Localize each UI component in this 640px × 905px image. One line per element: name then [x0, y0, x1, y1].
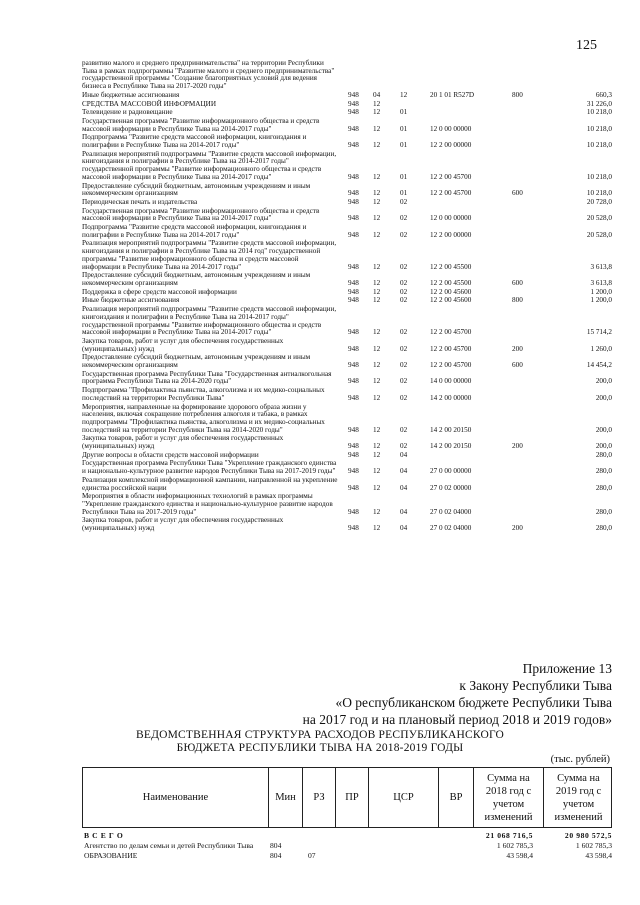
row-amount: 10 218,0	[586, 141, 612, 150]
row-amount: 10 218,0	[586, 172, 612, 181]
row-rz: 12	[373, 377, 381, 386]
row-amount: 14 454,2	[586, 361, 612, 370]
row-rz: 12	[373, 141, 381, 150]
row-csr: 12 2 00 45700	[430, 344, 472, 353]
appendix-line-2: к Закону Республики Тыва	[459, 678, 612, 693]
summary-amount-2019: 43 598,4	[585, 851, 612, 860]
row-rz: 12	[373, 483, 381, 492]
row-csr: 20 1 01 R527D	[430, 90, 475, 99]
row-rz: 12	[373, 108, 381, 117]
row-pr: 04	[400, 467, 408, 476]
table-row	[82, 289, 612, 297]
row-min: 948	[348, 361, 359, 370]
table-row	[82, 517, 612, 532]
summary-name: Агентство по делам семьи и детей Республики Тыва	[84, 841, 254, 850]
row-amount: 3 613,8	[590, 262, 612, 271]
row-vr: 200	[512, 524, 523, 533]
row-name: Реализация комплексной информационной кампании, направленной на укрепление единства российской нации	[82, 475, 338, 492]
table-row	[82, 118, 612, 133]
table-row	[82, 354, 612, 369]
summary-name: В С Е Г О	[84, 831, 124, 840]
table-row	[82, 151, 612, 182]
row-pr: 02	[400, 278, 408, 287]
row-csr: 12 0 00 00000	[430, 214, 472, 223]
row-pr: 01	[400, 141, 408, 150]
row-pr: 01	[400, 172, 408, 181]
row-rz: 12	[373, 189, 381, 198]
row-min: 948	[348, 296, 359, 305]
row-pr: 04	[400, 450, 408, 459]
row-csr: 12 2 00 45700	[430, 361, 472, 370]
table-title-line-1: ВЕДОМСТВЕННАЯ СТРУКТУРА РАСХОДОВ РЕСПУБЛИКАНСКОГО	[135, 729, 505, 741]
row-amount: 200,0	[595, 442, 612, 451]
row-name: Реализация мероприятий подпрограммы "Развитие средств массовой информации, книгоиздания и полиграфии в Республике Тыва на 2014 год" государственной программы "Развитие информационного общества и средств массовой информации в Республике Тыва на 2014-2017 годы"	[82, 239, 337, 271]
row-csr: 27 0 02 00000	[430, 483, 472, 492]
row-pr: 01	[400, 189, 408, 198]
appendix-line-4: на 2017 год и на плановый период 2018 и 2019 годов»	[302, 712, 612, 727]
row-pr: 02	[400, 425, 408, 434]
row-pr: 02	[400, 377, 408, 386]
row-vr: 600	[512, 361, 523, 370]
table-row	[82, 371, 612, 386]
row-rz: 12	[373, 99, 381, 108]
row-rz: 12	[373, 507, 381, 516]
table-row	[82, 208, 612, 223]
row-rz: 12	[373, 328, 381, 337]
units-label: (тыс. рублей)	[550, 754, 610, 765]
row-min: 948	[348, 377, 359, 386]
summary-amount-2019: 20 980 572,5	[564, 831, 612, 840]
row-name: Государственная программа Республики Тыва "Государственная антиалкогольная программа Республики Тыва на 2014-2020 годы"	[82, 369, 332, 386]
row-name: Мероприятия, направленные на формирование здорового образа жизни у населения, включая сокращение потребления алкоголя и табака, в рамках подпрограммы "Профилактика пьянства, алкоголизма и их медико-социальных последствий на территории Республики Тыва на 2014-2020 годы"	[82, 402, 325, 434]
header-rz: РЗ	[302, 768, 335, 827]
row-pr: 02	[400, 344, 408, 353]
row-pr: 01	[400, 108, 408, 117]
row-pr: 04	[400, 483, 408, 492]
row-name: Телевидение и радиовещание	[82, 108, 173, 117]
row-csr: 12 2 00 45700	[430, 189, 472, 198]
row-rz: 12	[373, 450, 381, 459]
row-name: Закупка товаров, работ и услуг для обеспечения государственных (муниципальных) нужд	[82, 336, 284, 353]
table-row	[82, 183, 612, 198]
row-csr: 12 2 00 45500	[430, 262, 472, 271]
row-csr: 14 2 00 00000	[430, 393, 472, 402]
row-csr: 27 0 00 00000	[430, 467, 472, 476]
row-name: Закупка товаров, работ и услуг для обеспечения государственных (муниципальных) нужд	[82, 516, 284, 533]
row-vr: 800	[512, 90, 523, 99]
row-amount: 3 613,8	[590, 278, 612, 287]
row-csr: 12 0 00 00000	[430, 124, 472, 133]
header-sum-2018: Сумма на 2018 год с учетом изменений	[473, 768, 543, 827]
row-pr: 01	[400, 124, 408, 133]
table-row	[82, 297, 612, 305]
row-pr: 02	[400, 328, 408, 337]
row-amount: 280,0	[595, 450, 612, 459]
summary-row	[82, 831, 612, 841]
row-amount: 1 260,0	[590, 344, 612, 353]
row-amount: 280,0	[595, 507, 612, 516]
table-row	[82, 493, 612, 516]
row-name: Иные бюджетные ассигнования	[82, 90, 180, 99]
row-vr: 600	[512, 278, 523, 287]
row-csr: 12 2 00 45600	[430, 296, 472, 305]
row-min: 948	[348, 108, 359, 117]
table-row	[82, 404, 612, 435]
row-pr: 04	[400, 524, 408, 533]
row-name: Подпрограмма "Развитие средств массовой информации, книгоиздания и полиграфии в Республике Тыва на 2014-2017 годы"	[82, 133, 307, 150]
row-vr: 800	[512, 296, 523, 305]
row-amount: 20 528,0	[586, 214, 612, 223]
row-pr: 02	[400, 287, 408, 296]
summary-amount-2018: 1 602 785,3	[496, 841, 533, 850]
appendix-note	[52, 660, 612, 728]
summary-row	[82, 851, 612, 861]
row-min: 948	[348, 467, 359, 476]
row-min: 948	[348, 197, 359, 206]
row-name: развитию малого и среднего предпринимательства" на территории Республики Тыва в рамках подпрограммы "Развитие малого и среднего предпринимательства" государственной программы "Создание благоприятных условий для ведения бизнеса в Республике Тыва на 2017-2020 годы"	[82, 59, 335, 91]
table-row	[82, 134, 612, 149]
row-name: Мероприятия в области информационных технологий в рамках программы "Укрепление гражданского единства и национально-культурное развитие народов Республики Тыва на 2017-2019 годы"	[82, 492, 333, 516]
row-rz: 12	[373, 197, 381, 206]
row-amount: 660,3	[595, 90, 612, 99]
row-min: 948	[348, 230, 359, 239]
row-rz: 12	[373, 296, 381, 305]
row-csr: 12 2 00 00000	[430, 141, 472, 150]
header-name: Наименование	[142, 792, 209, 803]
row-amount: 1 200,0	[590, 296, 612, 305]
row-pr: 02	[400, 442, 408, 451]
row-vr: 200	[512, 442, 523, 451]
row-pr: 04	[400, 507, 408, 516]
row-pr: 02	[400, 214, 408, 223]
summary-min: 804	[270, 841, 282, 850]
table-row	[82, 306, 612, 337]
row-min: 948	[348, 90, 359, 99]
appendix-line-3: «О республиканском бюджете Республики Тыва	[335, 695, 612, 710]
row-rz: 12	[373, 425, 381, 434]
row-csr: 12 2 00 00000	[430, 230, 472, 239]
summary-amount-2019: 1 602 785,3	[575, 841, 612, 850]
row-vr: 200	[512, 344, 523, 353]
summary-name: ОБРАЗОВАНИЕ	[84, 851, 138, 860]
row-amount: 10 218,0	[586, 124, 612, 133]
table-title-line-2: БЮДЖЕТА РЕСПУБЛИКИ ТЫВА НА 2018-2019 ГОДЫ	[176, 742, 464, 754]
table-row	[82, 109, 612, 117]
row-vr: 600	[512, 189, 523, 198]
row-pr: 02	[400, 361, 408, 370]
summary-rows	[82, 831, 612, 861]
row-rz: 12	[373, 262, 381, 271]
row-csr: 12 2 00 45600	[430, 287, 472, 296]
row-min: 948	[348, 99, 359, 108]
row-name: Государственная программа "Развитие информационного общества и средств массовой информации в Республике Тыва на 2014-2017 годы"	[82, 116, 320, 133]
row-name: Предоставление субсидий бюджетным, автономным учреждениям и иным некоммерческим организациям	[82, 271, 311, 287]
row-min: 948	[348, 124, 359, 133]
row-rz: 12	[373, 524, 381, 533]
row-min: 948	[348, 141, 359, 150]
row-rz: 12	[373, 467, 381, 476]
expenditure-list	[82, 60, 612, 534]
row-min: 948	[348, 524, 359, 533]
table-row	[82, 387, 612, 402]
row-name: Реализация мероприятий подпрограммы "Развитие средств массовой информации, книгоиздания и полиграфии в Республике Тыва на 2014-2017 годы" государственной программы "Развитие информационного общества и средств массовой информации в Республике Тыва на 2014-2017 годы"	[82, 305, 337, 337]
row-min: 948	[348, 442, 359, 451]
row-name: Периодическая печать и издательства	[82, 197, 198, 206]
row-csr: 14 2 00 20150	[430, 442, 472, 451]
row-rz: 12	[373, 124, 381, 133]
row-name: Поддержка в сфере средств массовой информации	[82, 287, 237, 296]
row-min: 948	[348, 328, 359, 337]
row-csr: 12 2 00 45500	[430, 278, 472, 287]
row-csr: 14 2 00 20150	[430, 425, 472, 434]
row-rz: 12	[373, 442, 381, 451]
row-rz: 04	[373, 90, 381, 99]
row-min: 948	[348, 425, 359, 434]
summary-rz: 07	[308, 851, 316, 860]
row-name: Государственная программа Республики Тыва "Укрепление гражданского единства и национально-культурное развитие народов Республики Тыва на 2017-2019 годы"	[82, 459, 337, 476]
row-name: СРЕДСТВА МАССОВОЙ ИНФОРМАЦИИ	[82, 99, 217, 108]
row-rz: 12	[373, 172, 381, 181]
table-row	[82, 199, 612, 207]
row-amount: 20 528,0	[586, 230, 612, 239]
row-csr: 27 0 02 04000	[430, 507, 472, 516]
header-csr: ЦСР	[368, 768, 438, 827]
summary-min: 804	[270, 851, 282, 860]
row-pr: 02	[400, 197, 408, 206]
header-min: Мин	[268, 768, 302, 827]
row-name: Предоставление субсидий бюджетным, автономным учреждениям и иным некоммерческим организациям	[82, 353, 311, 370]
row-name: Подпрограмма "Профилактика пьянства, алкоголизма и их медико-социальных последствий на территории Республики Тыва"	[82, 386, 325, 402]
header-pr: ПР	[335, 768, 368, 827]
header-vr: ВР	[438, 768, 473, 827]
row-pr: 12	[400, 90, 408, 99]
row-name: Другие вопросы в области средств массовой информации	[82, 450, 259, 459]
row-name: Иные бюджетные ассигнования	[82, 296, 180, 305]
row-amount: 10 218,0	[586, 189, 612, 198]
row-min: 948	[348, 214, 359, 223]
table-row	[82, 435, 612, 450]
summary-amount-2018: 43 598,4	[506, 851, 533, 860]
table-row	[82, 92, 612, 100]
row-name: Закупка товаров, работ и услуг для обеспечения государственных (муниципальных) нужд	[82, 434, 284, 451]
row-min: 948	[348, 172, 359, 181]
row-min: 948	[348, 278, 359, 287]
row-amount: 280,0	[595, 524, 612, 533]
row-min: 948	[348, 507, 359, 516]
row-name: Реализация мероприятий подпрограммы "Развитие средств массовой информации, книгоиздания и полиграфии в Республике Тыва на 2014-2017 годы" государственной программы "Развитие информационного общества и средств массовой информации в Республике Тыва на 2014-2017 годы"	[82, 149, 337, 181]
row-rz: 12	[373, 287, 381, 296]
row-rz: 12	[373, 230, 381, 239]
row-pr: 02	[400, 393, 408, 402]
row-csr: 14 0 00 00000	[430, 377, 472, 386]
row-name: Государственная программа "Развитие информационного общества и средств массовой информации в Республике Тыва на 2014-2017 годы"	[82, 206, 320, 223]
row-rz: 12	[373, 278, 381, 287]
row-rz: 12	[373, 344, 381, 353]
row-pr: 02	[400, 262, 408, 271]
row-amount: 280,0	[595, 467, 612, 476]
row-amount: 15 714,2	[586, 328, 612, 337]
row-name: Предоставление субсидий бюджетным, автономным учреждениям и иным некоммерческим организациям	[82, 181, 311, 198]
row-csr: 12 2 00 45700	[430, 172, 472, 181]
table-row	[82, 338, 612, 353]
table-header	[82, 767, 612, 828]
row-pr: 02	[400, 296, 408, 305]
row-csr: 27 0 02 04000	[430, 524, 472, 533]
appendix-line-1: Приложение 13	[522, 661, 612, 676]
row-amount: 280,0	[595, 483, 612, 492]
table-row	[82, 240, 612, 271]
row-rz: 12	[373, 361, 381, 370]
row-amount: 200,0	[595, 377, 612, 386]
row-min: 948	[348, 189, 359, 198]
row-min: 948	[348, 393, 359, 402]
row-min: 948	[348, 262, 359, 271]
row-amount: 1 200,0	[590, 287, 612, 296]
row-amount: 200,0	[595, 425, 612, 434]
row-rz: 12	[373, 393, 381, 402]
row-min: 948	[348, 450, 359, 459]
row-min: 948	[348, 287, 359, 296]
row-name: Подпрограмма "Развитие средств массовой информации, книгоиздания и полиграфии в Республике Тыва на 2014-2017 годы"	[82, 223, 307, 239]
summary-row	[82, 841, 612, 851]
row-min: 948	[348, 344, 359, 353]
table-row	[82, 101, 612, 109]
header-sum-2019: Сумма на 2019 год с учетом изменений	[543, 768, 613, 827]
table-row	[82, 452, 612, 460]
row-amount: 31 226,0	[586, 99, 612, 108]
table-row	[82, 272, 612, 287]
row-csr: 12 2 00 45700	[430, 328, 472, 337]
row-amount: 10 218,0	[586, 108, 612, 117]
row-amount: 20 728,0	[586, 197, 612, 206]
summary-amount-2018: 21 068 716,5	[485, 831, 533, 840]
table-title	[60, 729, 580, 755]
table-row	[82, 224, 612, 239]
row-amount: 200,0	[595, 393, 612, 402]
table-row	[82, 460, 612, 475]
row-pr: 02	[400, 230, 408, 239]
row-min: 948	[348, 483, 359, 492]
row-rz: 12	[373, 214, 381, 223]
table-row	[82, 60, 612, 91]
table-row	[82, 477, 612, 492]
page-number: 125	[576, 38, 597, 53]
